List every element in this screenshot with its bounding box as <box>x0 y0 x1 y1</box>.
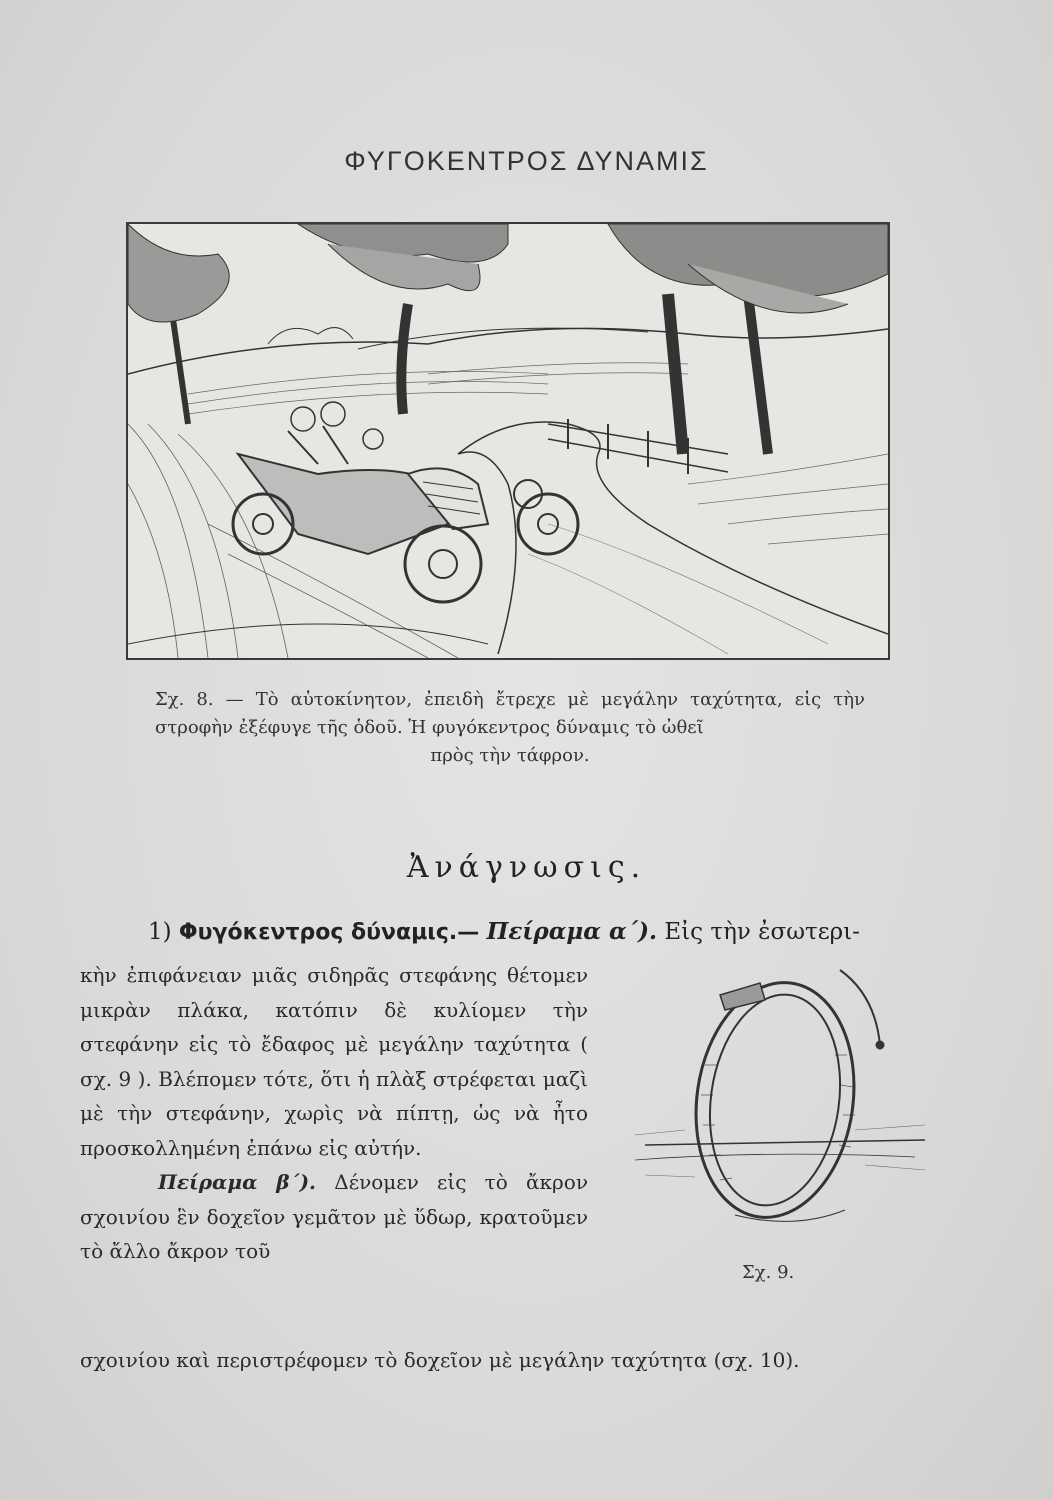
experiment-a-label: Πείραμα α΄). <box>486 918 658 945</box>
experiment-b-label: Πείραμα β΄). <box>158 1170 317 1194</box>
text-column <box>80 958 588 1269</box>
paragraph2 <box>80 1165 588 1269</box>
figure8-caption-last: πρὸς τὴν τάφρον. <box>430 745 590 766</box>
paragraph2-last-line: σχοινίου καὶ περιστρέφομεν τὸ δοχεῖον μὲ μεγάλην ταχύτητα (σχ. 10). <box>80 1348 800 1372</box>
section-heading: Ἀνάγνωσις. <box>406 850 647 885</box>
hoop-illustration <box>625 965 935 1255</box>
figure8-caption-main: Σχ. 8. — Τὸ αὐτοκίνητον, ἐπειδὴ ἔτρεχε μὲ μεγάλην ταχύτητα, εἰς τὴν στροφὴν ἐξέφυγε τῆς ὁδοῦ. Ἡ φυγόκεντρος δύναμις τὸ ὠθεῖ <box>155 689 865 738</box>
paragraph1-heading-line <box>148 918 938 945</box>
paragraph2-body: Δένομεν εἰς τὸ ἄκρον σχοινίου ἓν δοχεῖον γεμᾶτον μὲ ὕδωρ, κρατοῦμεν τὸ ἄλλο ἄκρον τοῦ <box>80 1170 588 1263</box>
paragraph-number: 1) <box>148 919 172 945</box>
figure9-caption: Σχ. 9. <box>742 1262 795 1283</box>
car-illustration <box>126 222 890 660</box>
paragraph1-body: κὴν ἐπιφάνειαν μιᾶς σιδηρᾶς στεφάνης θέτομεν μικρὰν πλάκα, κατόπιν δὲ κυλίομεν τὴν στεφάνην εἰς τὸ ἔδαφος μὲ μεγάλην ταχύτητα ( σχ. 9 ). Βλέπομεν τότε, ὅτι ἡ πλὰξ στρέφεται μαζὶ μὲ τὴν στεφάνην, χωρὶς νὰ πίπτῃ, ὡς νὰ ἦτο προσκολλημένη ἐπάνω εἰς αὐτήν. <box>80 963 588 1160</box>
page-title: ΦΥΓΟΚΕΝΤΡΟΣ ΔΥΝΑΜΙΣ <box>344 146 709 176</box>
paragraph-term: Φυγόκεντρος δύναμις.— <box>178 920 480 945</box>
figure8-caption <box>155 686 865 770</box>
paragraph1-lead: Εἰς τὴν ἐσωτερι- <box>664 919 860 945</box>
